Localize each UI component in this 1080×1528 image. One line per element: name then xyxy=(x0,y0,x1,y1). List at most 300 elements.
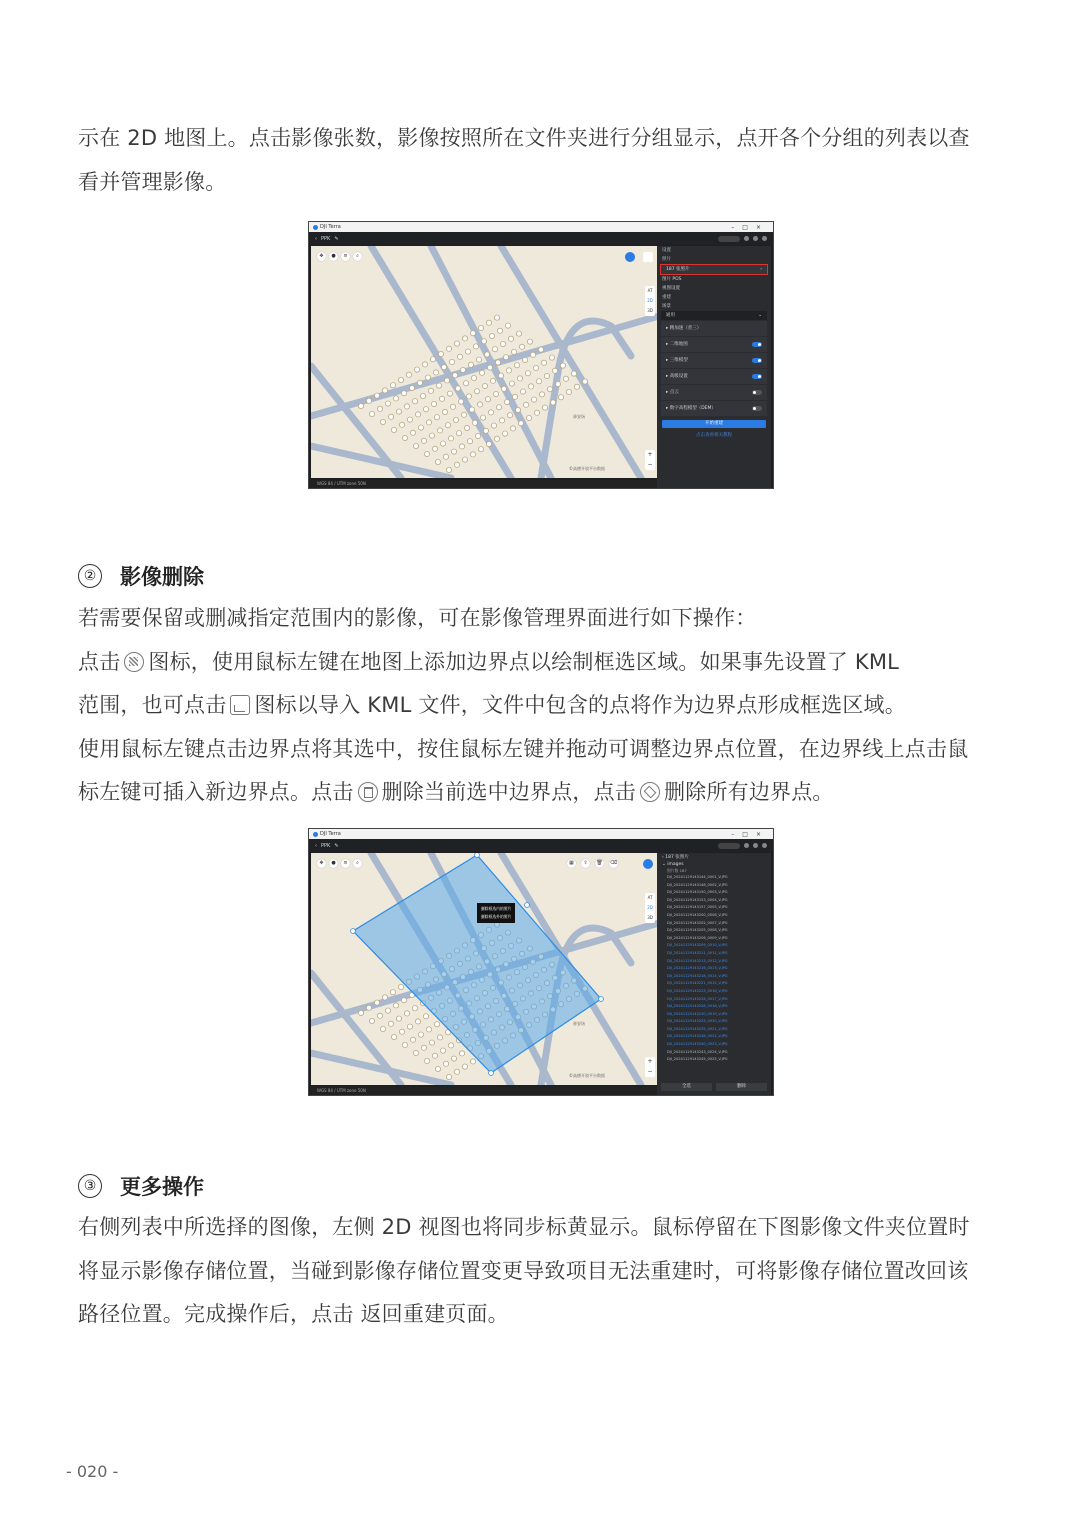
flight-point xyxy=(496,405,501,410)
file-list-item[interactable]: DJI_20241129143230_0019_V.JPG xyxy=(667,1011,728,1016)
section-2-line-5 xyxy=(78,771,1018,815)
zoom-control xyxy=(645,1057,655,1077)
screenshot-photo-delete xyxy=(308,828,774,1096)
flight-point xyxy=(440,1048,445,1053)
account-pill[interactable] xyxy=(718,236,740,242)
start-reconstruct-button[interactable]: 开始重建 xyxy=(662,420,766,428)
flight-point xyxy=(412,399,417,404)
flight-point xyxy=(525,371,530,376)
account-pill[interactable] xyxy=(718,843,740,849)
user-icon[interactable] xyxy=(762,236,767,241)
pos-row[interactable] xyxy=(657,275,771,284)
tutorial-link[interactable]: 点击查看相关教程 xyxy=(696,433,732,438)
file-list xyxy=(657,874,771,1064)
file-list-item[interactable]: DJI_20241129143218_0014_V.JPG xyxy=(667,973,728,978)
flight-point xyxy=(485,397,490,402)
flight-point xyxy=(448,436,453,441)
flight-point xyxy=(536,379,541,384)
file-list-item[interactable]: DJI_20241129143209_0010_V.JPG xyxy=(667,943,728,948)
import-kml-icon[interactable]: ⇪ xyxy=(581,859,590,868)
flight-point xyxy=(447,391,452,396)
flight-point xyxy=(534,410,539,415)
flight-point xyxy=(462,336,467,341)
flight-point xyxy=(462,457,467,462)
file-list-item[interactable]: DJI_20241129143144_0001_V.JPG xyxy=(667,875,728,879)
flight-point xyxy=(454,462,459,467)
pin-icon[interactable]: ● xyxy=(329,859,338,868)
flight-point xyxy=(399,422,404,427)
flight-point xyxy=(366,398,371,403)
road xyxy=(501,246,641,478)
file-list-item[interactable]: DJI_20241129143206_0009_V.JPG xyxy=(667,935,728,940)
window-controls[interactable]: –□× xyxy=(731,830,769,838)
flight-point xyxy=(421,1045,426,1050)
flight-point xyxy=(374,393,379,398)
section-2-line-1: 若需要保留或删减指定范围内的影像，可在影像管理界面进行如下操作： xyxy=(78,606,757,630)
flight-point xyxy=(463,381,468,386)
flight-point xyxy=(460,367,465,372)
flight-point xyxy=(446,467,451,472)
flight-point xyxy=(549,355,554,360)
flight-point xyxy=(482,383,487,388)
app-title: DJI Terra xyxy=(320,831,341,837)
file-list-item[interactable]: DJI_20241129143238_0022_V.JPG xyxy=(667,1034,728,1039)
flight-point xyxy=(489,333,494,338)
panel-back-row[interactable] xyxy=(657,853,771,862)
delete-inside-option[interactable]: 删除框选内的照片 xyxy=(481,906,512,911)
map-view[interactable] xyxy=(311,246,659,478)
photo-count-button[interactable] xyxy=(660,264,768,275)
flight-point xyxy=(494,315,499,320)
flight-point xyxy=(467,439,472,444)
flight-point xyxy=(417,380,422,385)
flight-point xyxy=(382,388,387,393)
measure-icon[interactable] xyxy=(643,252,653,262)
option-row[interactable] xyxy=(661,385,767,400)
file-list-item[interactable]: DJI_20241129143200_0006_V.JPG xyxy=(667,912,728,917)
panel-title: 设置 xyxy=(662,248,671,253)
list-icon[interactable]: ≡ xyxy=(341,252,350,261)
flight-point xyxy=(454,1069,459,1074)
trash-icon xyxy=(358,782,378,802)
flight-point xyxy=(528,384,533,389)
flight-point xyxy=(448,1043,453,1048)
flight-point xyxy=(486,320,491,325)
flight-point xyxy=(377,406,382,411)
flight-point xyxy=(504,399,509,404)
photo-list-panel xyxy=(657,853,771,1095)
chevron-down-icon: ⌄ xyxy=(758,313,762,318)
flight-point xyxy=(404,404,409,409)
map-watermark: ©高德开放平台数据 xyxy=(569,1073,605,1078)
folder-label: images xyxy=(667,862,684,867)
flight-point xyxy=(412,1006,417,1011)
flight-point xyxy=(466,394,471,399)
option-toggle[interactable] xyxy=(752,390,762,395)
section-2-heading xyxy=(78,561,204,591)
file-list-item[interactable]: DJI_20241129143202_0007_V.JPG xyxy=(667,920,728,925)
flight-point xyxy=(434,415,439,420)
flight-point xyxy=(436,383,441,388)
search-icon[interactable]: ⌕ xyxy=(353,252,362,261)
text-fragment: 删除所有边界点。 xyxy=(664,780,834,804)
flight-point xyxy=(487,365,492,370)
flight-point xyxy=(470,331,475,336)
flight-point xyxy=(498,373,503,378)
pos-label: 图片 POS xyxy=(662,277,682,282)
flight-point xyxy=(503,355,508,360)
zoom-out-button[interactable]: − xyxy=(647,1068,653,1075)
flight-point xyxy=(452,373,457,378)
flight-point xyxy=(502,431,507,436)
flight-point xyxy=(469,407,474,412)
file-list-item[interactable]: DJI_20241129143211_0011_V.JPG xyxy=(667,950,728,955)
flight-point xyxy=(442,409,447,414)
flight-point xyxy=(388,414,393,419)
flight-point xyxy=(526,415,531,420)
flight-point xyxy=(391,1034,396,1039)
flight-point xyxy=(574,384,579,389)
flight-point xyxy=(402,435,407,440)
flight-point xyxy=(459,1051,464,1056)
flight-point xyxy=(522,357,527,362)
option-label: ▸ 数字高程模型（DEM） xyxy=(666,406,716,411)
view-switcher xyxy=(645,286,655,316)
zoom-out-button[interactable]: − xyxy=(647,461,653,468)
flight-point xyxy=(366,1005,371,1010)
file-list-item[interactable]: DJI_20241129143243_0024_V.JPG xyxy=(667,1049,728,1054)
flight-point xyxy=(410,1037,415,1042)
flight-point xyxy=(461,412,466,417)
import-kml-icon xyxy=(230,695,250,715)
pin-icon[interactable]: ● xyxy=(329,252,338,261)
flight-point xyxy=(415,1019,420,1024)
app-title: DJI Terra xyxy=(320,224,341,230)
option-toggle[interactable] xyxy=(752,406,762,411)
flight-point xyxy=(444,378,449,383)
flight-point xyxy=(582,379,587,384)
scene-value: 通用 xyxy=(666,313,675,318)
flight-point xyxy=(358,403,363,408)
settings-icon[interactable] xyxy=(744,843,749,848)
flight-point xyxy=(429,1040,434,1045)
file-list-item[interactable]: DJI_20241129143213_0012_V.JPG xyxy=(667,958,728,963)
edit-icon[interactable]: ✎ xyxy=(334,235,339,242)
file-list-item[interactable]: DJI_20241129143233_0020_V.JPG xyxy=(667,1019,728,1024)
flight-point xyxy=(550,400,555,405)
flight-point xyxy=(500,341,505,346)
scene-select[interactable] xyxy=(661,311,767,320)
flight-point xyxy=(531,397,536,402)
file-list-item[interactable]: DJI_20241129143223_0016_V.JPG xyxy=(667,988,728,993)
flight-point xyxy=(396,1016,401,1021)
flight-point xyxy=(421,438,426,443)
project-name: PPK xyxy=(321,235,331,242)
help-icon[interactable] xyxy=(753,236,758,241)
pan-icon[interactable]: ✥ xyxy=(317,859,326,868)
flight-point xyxy=(509,381,514,386)
draw-area-icon[interactable]: ▦ xyxy=(567,859,576,868)
option-toggle[interactable] xyxy=(752,358,762,363)
reconstruct-section-label: 重建 xyxy=(662,295,671,300)
flight-point xyxy=(393,396,398,401)
flight-point xyxy=(454,341,459,346)
file-list-item[interactable]: DJI_20241129143216_0013_V.JPG xyxy=(667,966,728,971)
app-logo-icon xyxy=(313,225,318,230)
zoom-in-button[interactable]: + xyxy=(647,1058,653,1065)
flight-point xyxy=(512,394,517,399)
map-toolbar xyxy=(317,252,362,261)
option-toggle[interactable] xyxy=(752,342,762,347)
road xyxy=(311,316,659,416)
flight-point xyxy=(499,418,504,423)
flight-point xyxy=(558,395,563,400)
app-header xyxy=(309,839,773,852)
window-controls[interactable]: –□× xyxy=(731,223,769,231)
help-icon[interactable] xyxy=(753,843,758,848)
file-list-item[interactable]: DJI_20241129143157_0005_V.JPG xyxy=(667,905,728,910)
flight-point xyxy=(481,339,486,344)
eraser-icon[interactable]: ⌫ xyxy=(609,860,618,866)
flight-point xyxy=(479,370,484,375)
flight-point xyxy=(538,347,543,352)
flight-point xyxy=(518,421,523,426)
view-at-button[interactable]: AT xyxy=(647,895,653,900)
flight-point xyxy=(409,385,414,390)
camera-icon[interactable] xyxy=(643,859,653,869)
flight-point xyxy=(428,388,433,393)
flight-point xyxy=(446,1074,451,1079)
flight-point xyxy=(435,459,440,464)
boundary-point xyxy=(351,929,356,934)
option-toggle[interactable] xyxy=(752,374,762,379)
option-row[interactable] xyxy=(661,353,767,368)
flight-point xyxy=(390,383,395,388)
flight-point xyxy=(470,1059,475,1064)
zoom-in-button[interactable]: + xyxy=(647,451,653,458)
view-3d-button[interactable]: 3D xyxy=(647,915,653,920)
chevron-down-icon: ⌄ xyxy=(662,862,668,867)
file-list-item[interactable]: DJI_20241129143205_0008_V.JPG xyxy=(667,928,728,933)
section-3-body xyxy=(78,1206,1018,1337)
flight-point xyxy=(451,1056,456,1061)
flight-point xyxy=(473,344,478,349)
section-3-number: ③ xyxy=(78,1174,102,1198)
flight-point xyxy=(434,1022,439,1027)
back-arrow-icon[interactable]: ‹ xyxy=(315,235,317,242)
flight-point xyxy=(484,352,489,357)
flight-point xyxy=(437,428,442,433)
option-row[interactable] xyxy=(661,321,767,336)
flight-point xyxy=(420,393,425,398)
option-row[interactable] xyxy=(661,337,767,352)
flight-point xyxy=(455,386,460,391)
view-at-button[interactable]: AT xyxy=(647,288,653,293)
window-titlebar xyxy=(309,829,773,839)
intro-line-1: 示在 2D 地图上。点击影像张数，影像按照所在文件夹进行分组显示，点开各个分组的列表以查 xyxy=(78,126,970,150)
flight-point xyxy=(398,377,403,382)
flight-point xyxy=(541,360,546,365)
delete-outside-option[interactable]: 删除框选外的照片 xyxy=(481,914,512,919)
flight-point xyxy=(497,328,502,333)
flight-point xyxy=(514,363,519,368)
flight-point xyxy=(560,363,565,368)
flight-point xyxy=(478,447,483,452)
view-settings-row[interactable] xyxy=(657,284,771,293)
text-fragment: 范围，也可点击 xyxy=(78,693,227,717)
flight-point xyxy=(438,351,443,356)
app-logo-icon xyxy=(313,832,318,837)
flight-point xyxy=(380,419,385,424)
flight-point xyxy=(464,425,469,430)
flight-point xyxy=(462,1064,467,1069)
page-number: - 020 - xyxy=(66,1462,119,1481)
flight-point xyxy=(369,411,374,416)
flight-point xyxy=(451,449,456,454)
section-3-title: 更多操作 xyxy=(120,1175,204,1199)
flight-point xyxy=(457,354,462,359)
section-2-line-3 xyxy=(78,684,1018,728)
back-arrow-icon[interactable]: ‹ xyxy=(315,842,317,849)
flight-point xyxy=(429,433,434,438)
edit-icon[interactable]: ✎ xyxy=(334,842,339,849)
road xyxy=(311,973,401,1085)
view-2d-button[interactable]: 2D xyxy=(647,905,653,910)
flight-point xyxy=(486,441,491,446)
flight-point xyxy=(477,402,482,407)
flight-point xyxy=(418,1032,423,1037)
boundary-point xyxy=(525,903,530,908)
flight-point xyxy=(382,995,387,1000)
flight-point xyxy=(491,423,496,428)
select-all-button[interactable]: 全选 xyxy=(661,1083,712,1091)
flight-point xyxy=(393,1003,398,1008)
folder-count: 照片数 187 xyxy=(667,868,687,873)
flight-point xyxy=(422,362,427,367)
file-list-item[interactable]: DJI_20241129143148_0002_V.JPG xyxy=(667,882,728,887)
flight-point xyxy=(433,370,438,375)
screenshot-photo-list xyxy=(308,221,774,489)
chevron-right-icon: › xyxy=(760,267,762,272)
scene-label: 场景 xyxy=(662,304,671,309)
flight-point xyxy=(465,349,470,354)
flight-point xyxy=(413,443,418,448)
flight-point xyxy=(471,375,476,380)
flight-point xyxy=(470,452,475,457)
flight-point xyxy=(459,444,464,449)
photos-section-label: 照片 xyxy=(662,257,671,262)
section-2-line-4: 使用鼠标左键点击边界点将其选中，按住鼠标左键并拖动可调整边界点位置，在边界线上点击鼠 xyxy=(78,736,969,761)
settings-icon[interactable] xyxy=(744,236,749,241)
map-view[interactable] xyxy=(311,853,659,1085)
view-3d-button[interactable]: 3D xyxy=(647,308,653,313)
text-fragment: 图标，使用鼠标左键在地图上添加边界点以绘制框选区域。如果事先设置了 KML xyxy=(148,649,900,674)
file-list-item[interactable]: DJI_20241129143226_0017_V.JPG xyxy=(667,996,728,1001)
back-icon: ‹ xyxy=(662,855,666,860)
flight-point xyxy=(398,984,403,989)
flight-point xyxy=(527,339,532,344)
flight-point xyxy=(380,1026,385,1031)
flight-point xyxy=(478,325,483,330)
flight-point xyxy=(476,357,481,362)
flight-point xyxy=(426,1027,431,1032)
flight-point xyxy=(495,360,500,365)
view-2d-button[interactable]: 2D xyxy=(647,298,653,303)
user-icon[interactable] xyxy=(762,843,767,848)
file-list-item[interactable]: DJI_20241129143228_0018_V.JPG xyxy=(667,1004,728,1009)
text-fragment: 点击 xyxy=(78,649,121,674)
flight-point xyxy=(523,402,528,407)
file-list-item[interactable]: DJI_20241129143150_0003_V.JPG xyxy=(667,890,728,895)
camera-icon[interactable] xyxy=(625,252,635,262)
file-list-item[interactable]: DJI_20241129143240_0023_V.JPG xyxy=(667,1042,728,1047)
file-list-item[interactable]: DJI_20241129143235_0021_V.JPG xyxy=(667,1026,728,1031)
file-list-item[interactable]: DJI_20241129143153_0004_V.JPG xyxy=(667,897,728,902)
flight-point xyxy=(552,368,557,373)
window-titlebar xyxy=(309,222,773,232)
status-bar: WGS 84 / UTM zone 50N xyxy=(311,1087,659,1095)
flight-point xyxy=(530,352,535,357)
flight-point xyxy=(413,1050,418,1055)
flight-point xyxy=(555,381,560,386)
flight-point xyxy=(501,386,506,391)
option-label: ▸ 三维模型 xyxy=(666,358,688,363)
flight-point xyxy=(439,396,444,401)
file-list-item[interactable]: DJI_20241129143221_0015_V.JPG xyxy=(667,981,728,986)
location-label: 驿安场 xyxy=(573,414,585,419)
flight-point xyxy=(516,331,521,336)
flight-point xyxy=(443,1061,448,1066)
section-2-number: ② xyxy=(78,564,102,588)
section-3-line-3: 路径位置。完成操作后，点击 返回重建页面。 xyxy=(78,1302,509,1326)
view-settings-label: 视图设置 xyxy=(662,286,680,291)
trash-icon[interactable]: 🗑 xyxy=(596,860,603,866)
flight-point xyxy=(533,365,538,370)
map-canvas xyxy=(311,853,659,1085)
flight-point xyxy=(418,425,423,430)
file-list-item[interactable]: DJI_20241129143245_0025_V.JPG xyxy=(667,1057,728,1062)
flight-point xyxy=(415,412,420,417)
option-row[interactable] xyxy=(661,369,767,384)
flight-point xyxy=(401,391,406,396)
flight-point xyxy=(432,446,437,451)
flight-point xyxy=(475,433,480,438)
flight-point xyxy=(508,336,513,341)
flight-point xyxy=(377,1013,382,1018)
flight-point xyxy=(385,1008,390,1013)
flight-point xyxy=(396,409,401,414)
boundary-point xyxy=(599,997,604,1002)
search-icon[interactable]: ⌕ xyxy=(353,859,362,868)
pan-icon[interactable]: ✥ xyxy=(317,252,326,261)
flight-point xyxy=(456,431,461,436)
flight-point xyxy=(399,1029,404,1034)
flight-point xyxy=(474,389,479,394)
location-label: 驿安场 xyxy=(573,1021,585,1026)
flight-point xyxy=(406,372,411,377)
list-icon[interactable]: ≡ xyxy=(341,859,350,868)
text-fragment: 标左键可插入新边界点。点击 xyxy=(78,780,354,804)
flight-point xyxy=(539,392,544,397)
flight-point xyxy=(449,359,454,364)
flight-point xyxy=(441,365,446,370)
flight-point xyxy=(432,1053,437,1058)
map-canvas xyxy=(311,246,659,478)
flight-point xyxy=(453,417,458,422)
option-row[interactable] xyxy=(661,401,767,416)
delete-button[interactable]: 删除 xyxy=(716,1083,767,1091)
app-header xyxy=(309,232,773,245)
